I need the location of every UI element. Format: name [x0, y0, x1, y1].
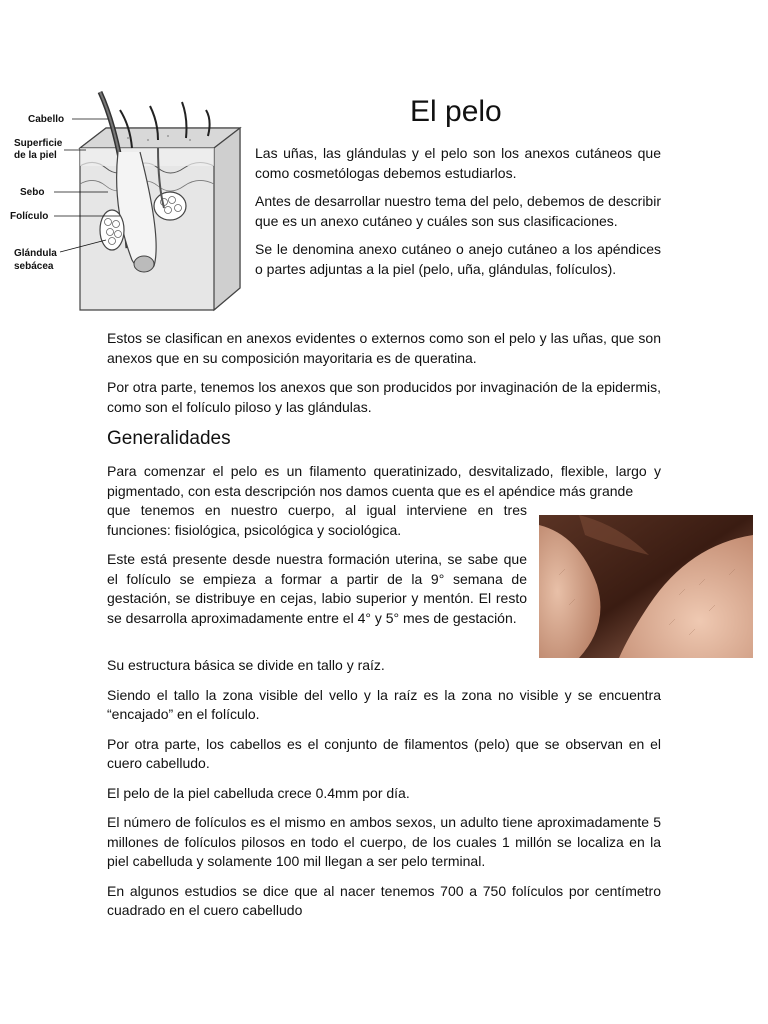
- section-heading: Generalidades: [107, 428, 231, 449]
- body-paragraph: Estos se clasifican en anexos evidentes o externos como son el pelo y las uñas, que son anexos que en su composición mayoritaria es de queratina.: [107, 330, 661, 366]
- body-paragraph: Por otra parte, tenemos los anexos que son producidos por invaginación de la epidermis, como son el folículo piloso y las glándulas.: [107, 379, 661, 415]
- body-paragraph: Por otra parte, los cabellos es el conjunto de filamentos (pelo) que se observan en el cuero cabelludo.: [107, 735, 661, 771]
- body-paragraph: En algunos estudios se dice que al nacer tenemos 700 a 750 folículos por centímetro cuadrado en el cuero cabelludo: [107, 882, 661, 918]
- skin-closeup-photo: [539, 515, 753, 658]
- diagram-label-foliculo: Folículo: [10, 211, 49, 222]
- hair-follicle-diagram: [8, 88, 248, 318]
- diagram-label-sebo: Sebo: [20, 187, 45, 198]
- body-paragraph: que tenemos en nuestro cuerpo, al igual interviene en tres funciones: fisiológica, psicológica y sociológica.: [107, 502, 527, 538]
- classification-section: [107, 329, 661, 427]
- intro-paragraph: Se le denomina anexo cutáneo o anejo cutáneo a los apéndices o partes adjuntas a la piel (pelo, uña, glándulas, folículos).: [255, 241, 661, 277]
- diagram-label-cabello: Cabello: [28, 114, 65, 125]
- generalidades-wrap: [107, 501, 527, 638]
- intro-paragraph: Las uñas, las glándulas y el pelo son los anexos cutáneos que como cosmetólogas debemos estudiarlos.: [255, 145, 661, 181]
- diagram-label-superficie: Superficie: [14, 138, 63, 149]
- body-paragraph: El número de folículos es el mismo en ambos sexos, un adulto tiene aproximadamente 5 millones de folículos pilosos en todo el cuerpo, de los cuales 1 millón se localiza en la piel cabelluda y solamente 100 mil llegan a ser pelo terminal.: [107, 814, 661, 869]
- body-paragraph: Su estructura básica se divide en tallo y raíz.: [107, 657, 385, 673]
- structure-section: [107, 656, 661, 931]
- body-paragraph: Para comenzar el pelo es un filamento queratinizado, desvitalizado, flexible, largo y pigmentado, con esta descripción nos damos cuenta que es el apéndice más grande: [107, 463, 661, 499]
- diagram-label-glandula: Glándula: [14, 248, 57, 259]
- diagram-label-de-la-piel: de la piel: [14, 150, 57, 161]
- intro-column: [255, 144, 661, 288]
- intro-paragraph: Antes de desarrollar nuestro tema del pelo, debemos de describir que es un anexo cutáneo y cuáles son sus clasificaciones.: [255, 193, 661, 229]
- body-paragraph: El pelo de la piel cabelluda crece 0.4mm por día.: [107, 784, 410, 801]
- diagram-label-sebacea: sebácea: [14, 261, 54, 272]
- body-paragraph: Siendo el tallo la zona visible del vello y la raíz es la zona no visible y se encuentra “encajado” en el folículo.: [107, 686, 661, 722]
- body-paragraph: Este está presente desde nuestra formación uterina, se sabe que el folículo se empieza a formar a partir de la 9° semana de gestación, se distribuye en cejas, labio superior y mentón. El resto se desarrolla aproximadamente entre el 4° y 5° mes de gestación.: [107, 551, 527, 626]
- page-title: El pelo: [410, 95, 502, 128]
